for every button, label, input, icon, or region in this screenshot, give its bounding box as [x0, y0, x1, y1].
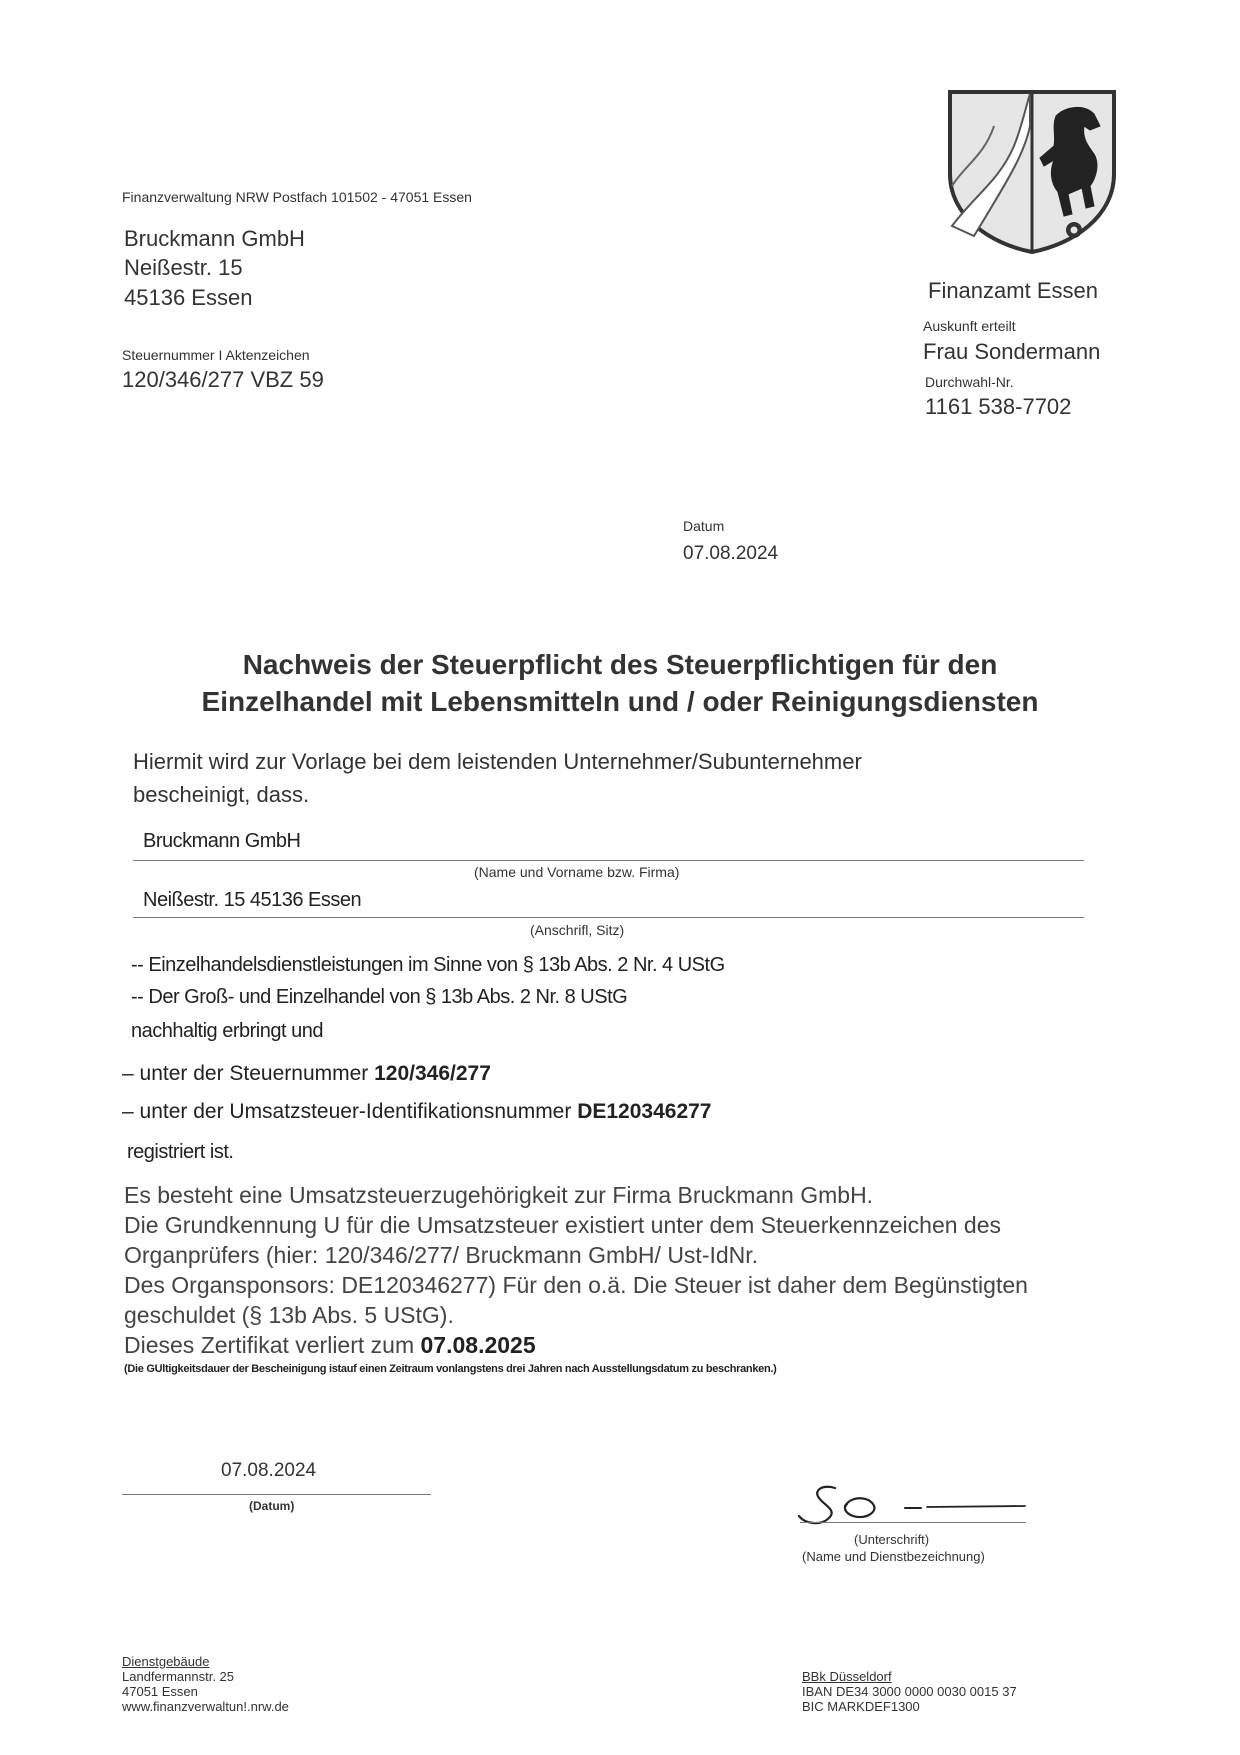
- body-line-5: geschuldet (§ 13b Abs. 5 UStG).: [124, 1302, 454, 1328]
- footer-office-address: [122, 1654, 289, 1714]
- address-field-line: [133, 917, 1084, 918]
- footer-street: Landfermannstr. 25: [122, 1669, 235, 1684]
- date-sign-line: [122, 1494, 431, 1495]
- name-field-value: Bruckmann GmbH: [143, 830, 301, 852]
- recipient-line-2: Neißestr. 15: [124, 255, 243, 280]
- tax-number-bold: 120/346/277: [374, 1062, 491, 1085]
- registered-text: registriert ist.: [127, 1141, 234, 1163]
- date-caption: (Datum): [249, 1499, 295, 1513]
- signature-caption: (Unterschrift): [854, 1532, 930, 1547]
- vat-number-bold: DE120346277: [577, 1100, 712, 1123]
- contact-name: Frau Sondermann: [923, 339, 1101, 364]
- expiry-date: 07.08.2025: [420, 1332, 536, 1358]
- tax-number-label: Steuernummer I Aktenzeichen: [122, 347, 310, 363]
- tax-number-value: 120/346/277 VBZ 59: [122, 367, 324, 392]
- body-line-3: Organprüfers (hier: 120/346/277/ Bruckmann GmbH/ Ust-IdNr.: [124, 1242, 759, 1268]
- phone-label: Durchwahl-Nr.: [925, 374, 1014, 390]
- sender-line: Finanzverwaltung NRW Postfach 101502 - 47051 Essen: [122, 189, 472, 205]
- body-line-4: Des Organsponsors: DE120346277) Für den o.ä. Die Steuer ist daher dem Begünstigten: [124, 1272, 1028, 1298]
- sustained-text: nachhaltig erbringt und: [131, 1020, 323, 1042]
- bank-heading: BBk Düsseldorf: [802, 1669, 892, 1684]
- name-field-caption: (Name und Vorname bzw. Firma): [474, 864, 680, 880]
- recipient-line-3: 45136 Essen: [124, 285, 253, 310]
- address-field-caption: (Anschrifl, Sitz): [530, 922, 625, 938]
- info-label: Auskunft erteilt: [923, 318, 1016, 334]
- address-field-value: Neißestr. 15 45136 Essen: [143, 889, 362, 911]
- name-field-line: [133, 860, 1084, 861]
- bank-bic: BIC MARKDEF1300: [802, 1699, 920, 1714]
- signature-date: 07.08.2024: [221, 1460, 317, 1481]
- service-item-1: -- Einzelhandelsdienstleistungen im Sinne von § 13b Abs. 2 Nr. 4 UStG: [131, 954, 725, 976]
- validity-footnote: (Die GUltigkeitsdauer der Bescheinigung istauf einen Zeitraum vonlangstens drei Jahren nach Ausstellungsdatum zu beschranken.): [124, 1363, 777, 1375]
- footer-website: www.finanzverwaltun!.nrw.de: [122, 1699, 289, 1714]
- footer-city: 47051 Essen: [122, 1684, 198, 1699]
- body-line-1: Es besteht eine Umsatzsteuerzugehörigkeit zur Firma Bruckmann GmbH.: [124, 1182, 874, 1208]
- bank-iban: IBAN DE34 3000 0000 0030 0015 37: [802, 1684, 1017, 1699]
- expiry-line: Dieses Zertifikat verliert zum 07.08.2025: [124, 1332, 536, 1358]
- signature-line: [800, 1522, 1026, 1523]
- document-title-line-1: Nachweis der Steuerpflicht des Steuerpflichtigen für den: [242, 649, 998, 680]
- footer-bank-details: [802, 1669, 1017, 1714]
- intro-line-1: Hiermit wird zur Vorlage bei dem leistenden Unternehmer/Subunternehmer: [133, 749, 862, 774]
- date-label: Datum: [683, 518, 725, 534]
- footer-heading: Dienstgebäude: [122, 1654, 210, 1669]
- body-line-2: Die Grundkennung U für die Umsatzsteuer existiert unter dem Steuerkennzeichen des: [124, 1212, 1002, 1238]
- document-title-line-2: Einzelhandel mit Lebensmitteln und / oder Reinigungsdiensten: [201, 686, 1039, 717]
- date-value: 07.08.2024: [683, 543, 779, 564]
- office-name: Finanzamt Essen: [928, 278, 1098, 303]
- service-item-2: -- Der Groß- und Einzelhandel von § 13b Abs. 2 Nr. 8 UStG: [131, 986, 628, 1008]
- role-caption: (Name und Dienstbezeichnung): [802, 1549, 985, 1564]
- recipient-line-1: Bruckmann GmbH: [124, 226, 305, 251]
- nrw-coat-of-arms-icon: [944, 86, 1120, 256]
- intro-line-2: bescheinigt, dass.: [133, 782, 310, 807]
- phone-number: 1161 538-7702: [925, 394, 1072, 419]
- vat-number-line: – unter der Umsatzsteuer-Identifikationsnummer DE120346277: [122, 1100, 712, 1123]
- tax-number-line: – unter der Steuernummer 120/346/277: [122, 1062, 491, 1085]
